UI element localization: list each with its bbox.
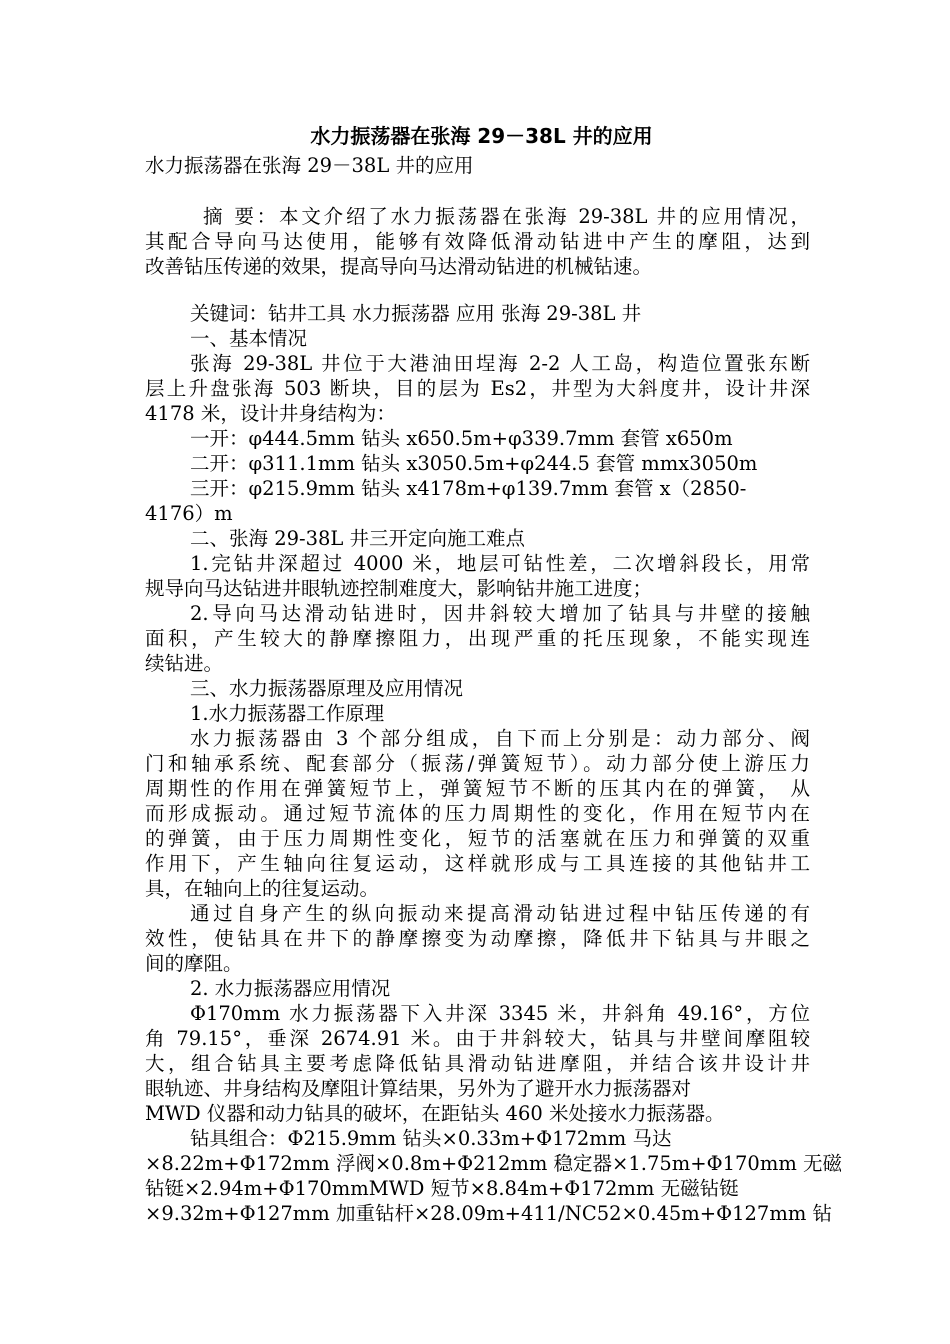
- section-heading: 一、基本情况: [190, 327, 308, 350]
- body-line: 角 79.15°，垂深 2674.91 米。由于井斜较大，钻具与井壁间摩阻较: [145, 1027, 810, 1050]
- abstract-line: 其配合导向马达使用，能够有效降低滑动钻进中产生的摩阻，达到: [145, 230, 810, 253]
- document-page: [145, 120, 843, 1226]
- body-line: 水力振荡器由 3 个部分组成，自下而上分别是：动力部分、阀: [190, 727, 810, 750]
- body-line: MWD 仪器和动力钻具的破坏，在距钻头 460 米处接水力振荡器。: [145, 1102, 725, 1125]
- body-line: 的弹簧，由于压力周期性变化，短节的活塞就在压力和弹簧的双重: [145, 827, 810, 850]
- document-subtitle: 水力振荡器在张海 29－38L 井的应用: [145, 154, 474, 177]
- body-line: 4178 米，设计井身结构为：: [145, 402, 396, 425]
- subsection-heading: 1.水力振荡器工作原理: [190, 702, 385, 725]
- body-line: 4176）m: [145, 502, 233, 525]
- body-line: 面积，产生较大的静摩擦阻力，出现严重的托压现象，不能实现连: [145, 627, 810, 650]
- body-line: 张海 29-38L 井位于大港油田埕海 2-2 人工岛，构造位置张东断: [190, 352, 810, 375]
- body-line: 效性，使钻具在井下的静摩擦变为动摩擦，降低井下钻具与井眼之: [145, 927, 810, 950]
- body-line: 大，组合钻具主要考虑降低钻具滑动钻进摩阻，并结合该井设计井: [145, 1052, 810, 1075]
- abstract-line: 摘 要：本文介绍了水力振荡器在张海 29-38L 井的应用情况，: [203, 205, 810, 228]
- body-line: 1.完钻井深超过 4000 米，地层可钻性差，二次增斜段长，用常: [190, 552, 810, 575]
- spacer: [145, 279, 810, 301]
- body-line: Φ170mm 水力振荡器下入井深 3345 米，井斜角 49.16°，方位: [190, 1002, 810, 1025]
- body-line: 钻铤×2.94m+Φ170mmMWD 短节×8.84m+Φ172mm 无磁钻铤: [145, 1177, 739, 1200]
- body-line: 续钻进。: [145, 652, 224, 675]
- document-title: 水力振荡器在张海 29－38L 井的应用: [310, 124, 653, 148]
- body-line: 一开：φ444.5mm 钻头 x650.5m+φ339.7mm 套管 x650m: [190, 427, 733, 450]
- body-line: 二开：φ311.1mm 钻头 x3050.5m+φ244.5 套管 mmx3050m: [190, 452, 758, 475]
- subsection-heading: 2. 水力振荡器应用情况: [190, 977, 391, 1000]
- body-line: ×8.22m+Φ172mm 浮阀×0.8m+Φ212mm 稳定器×1.75m+Φ170mm 无磁: [145, 1152, 843, 1175]
- section-heading: 三、水力振荡器原理及应用情况: [190, 677, 464, 700]
- body-line: ×9.32m+Φ127mm 加重钻杆×28.09m+411/NC52×0.45m+Φ127mm 钻: [145, 1202, 833, 1225]
- body-line: 层上升盘张海 503 断块，目的层为 Es2，井型为大斜度井，设计井深: [145, 377, 810, 400]
- spacer: [145, 180, 810, 204]
- body-line: 通过自身产生的纵向振动来提高滑动钻进过程中钻压传递的有: [190, 902, 810, 925]
- body-line: 具，在轴向上的往复运动。: [145, 877, 380, 900]
- body-line: 周期性的作用在弹簧短节上，弹簧短节不断的压其内在的弹簧， 从: [145, 777, 810, 800]
- section-heading: 二、张海 29-38L 井三开定向施工难点: [190, 527, 526, 550]
- body-line: 门和轴承系统、配套部分（振荡/弹簧短节）。动力部分使上游压力: [145, 752, 810, 775]
- body-line: 而形成振动。通过短节流体的压力周期性的变化，作用在短节内在: [145, 802, 810, 825]
- body-line: 2.导向马达滑动钻进时，因井斜较大增加了钻具与井壁的接触: [190, 602, 810, 625]
- body-line: 间的摩阻。: [145, 952, 243, 975]
- body-line: 钻具组合：Φ215.9mm 钻头×0.33m+Φ172mm 马达: [190, 1127, 672, 1150]
- body-line: 规导向马达钻进井眼轨迹控制难度大，影响钻井施工进度；: [145, 577, 653, 600]
- body-line: 眼轨迹、井身结构及摩阻计算结果，另外为了避开水力振荡器对: [145, 1077, 692, 1100]
- body-line: 作用下，产生轴向往复运动，这样就形成与工具连接的其他钻井工: [145, 852, 810, 875]
- keywords-line: 关键词：钻井工具 水力振荡器 应用 张海 29-38L 井: [190, 302, 642, 325]
- abstract-line: 改善钻压传递的效果，提高导向马达滑动钻进的机械钻速。: [145, 255, 653, 278]
- body-line: 三开：φ215.9mm 钻头 x4178m+φ139.7mm 套管 x（2850-: [190, 477, 747, 500]
